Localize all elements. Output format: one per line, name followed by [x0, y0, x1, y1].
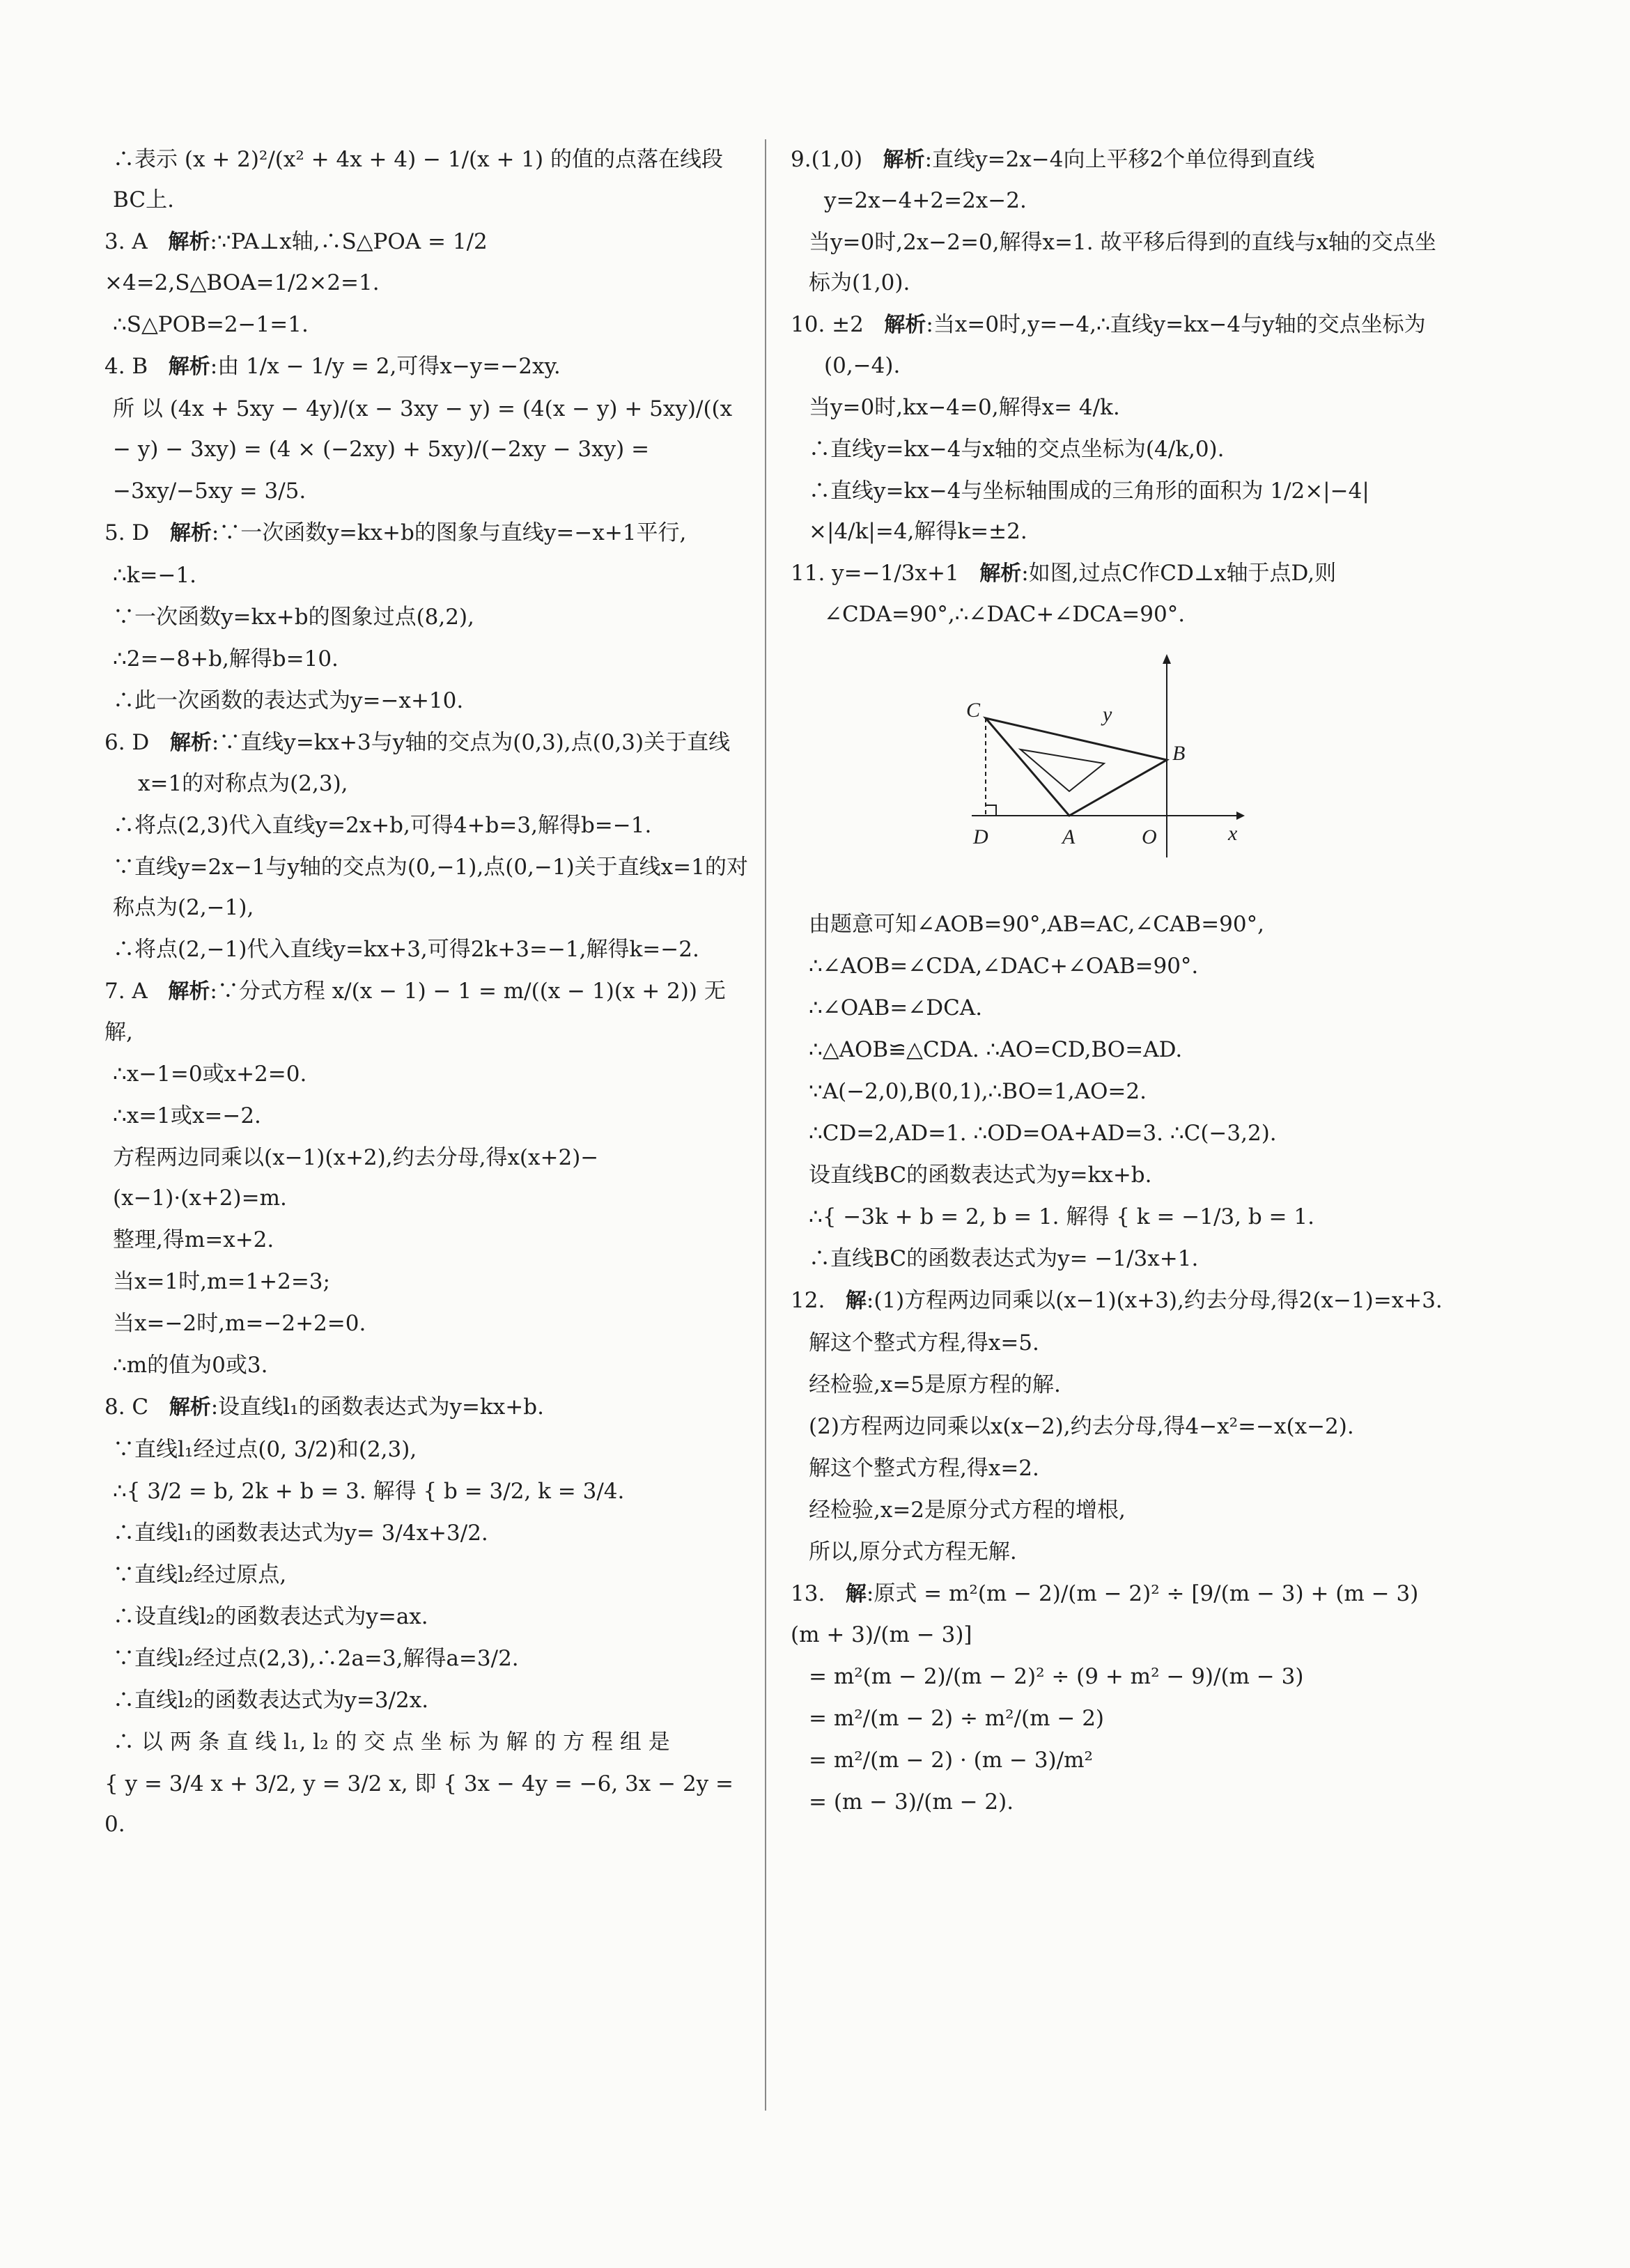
right-block-top	[791, 139, 1445, 635]
text-line	[791, 429, 1445, 469]
line-text: 设直线BC的函数表达式为y=kx+b.	[809, 1163, 1152, 1188]
answer-item	[791, 1574, 1445, 1655]
line-text: :∵一次函数y=kx+b的图象与直线y=−x+1平行,	[211, 520, 687, 545]
right-column	[791, 139, 1445, 1824]
text-line	[791, 1656, 1445, 1697]
line-text: :∵分式方程 x/(x − 1) − 1 = m/((x − 1)(x + 2)) 无解,	[104, 979, 726, 1045]
line-text: 经检验,x=2是原分式方程的增根,	[809, 1498, 1126, 1523]
line-text: ∵直线y=2x−1与y轴的交点为(0,−1),点(0,−1)关于直线x=1的对称点为(2,−1),	[113, 855, 748, 920]
line-text: ∴∠OAB=∠DCA.	[809, 995, 983, 1020]
analysis-label: 解析	[883, 148, 925, 172]
line-text: = m²/(m − 2) ÷ m²/(m − 2)	[809, 1706, 1105, 1731]
label-b: B	[1172, 742, 1186, 765]
analysis-label: 解析	[979, 561, 1022, 586]
line-text: 解这个整式方程,得x=2.	[809, 1456, 1039, 1481]
line-text: 整理,得m=x+2.	[113, 1227, 274, 1252]
text-line	[104, 1054, 752, 1094]
line-text: :∵PA⊥x轴,∴S△POA = 1/2 ×4=2,S△BOA=1/2×2=1.	[104, 229, 495, 295]
text-line	[104, 1680, 752, 1721]
label-c: C	[966, 699, 981, 722]
text-line	[104, 847, 752, 928]
line-text: −3xy/−5xy = 3/5.	[113, 479, 306, 504]
line-text: ∴{ −3k + b = 2, b = 1. 解得 { k = −1/3, b = 1.	[809, 1204, 1314, 1229]
line-text: 解这个整式方程,得x=5.	[809, 1330, 1039, 1356]
answer-item	[104, 971, 752, 1053]
line-text: ∴表示 (x + 2)²/(x² + 4x + 4) − 1/(x + 1) 的值的点落在线段BC上.	[113, 147, 723, 212]
line-text: 方程两边同乘以(x−1)(x+2),约去分母,得x(x+2)−(x−1)·(x+2)=m.	[113, 1145, 599, 1211]
line-text: ∴2=−8+b,解得b=10.	[113, 646, 339, 671]
line-text: 当y=0时,kx−4=0,解得x= 4/k.	[809, 395, 1120, 420]
line-text: :∵直线y=kx+3与y轴的交点为(0,3),点(0,3)关于直线x=1的对称点为(2,3),	[138, 730, 731, 796]
question-number: 13.	[791, 1581, 825, 1606]
line-text: 当x=−2时,m=−2+2=0.	[113, 1311, 366, 1336]
text-line	[104, 929, 752, 970]
text-line	[791, 1448, 1445, 1489]
text-line	[791, 1323, 1445, 1363]
text-line	[791, 1406, 1445, 1447]
answer-item	[104, 346, 752, 387]
answer-item	[791, 139, 1445, 221]
text-line	[104, 139, 752, 220]
line-text: 当y=0时,2x−2=0,解得x=1. 故平移后得到的直线与x轴的交点坐标为(1,0).	[809, 230, 1436, 295]
text-line	[104, 681, 752, 721]
question-number: 11. y=−1/3x+1	[791, 561, 959, 586]
text-line	[791, 1782, 1445, 1822]
analysis-label: 解析	[884, 313, 926, 337]
text-line	[104, 1261, 752, 1302]
answer-item	[104, 222, 752, 303]
text-line	[104, 1096, 752, 1136]
right-block-bottom	[791, 904, 1445, 1822]
line-text: ∴ 以 两 条 直 线 l₁, l₂ 的 交 点 坐 标 为 解 的 方 程 组 是	[113, 1730, 670, 1755]
text-line	[104, 597, 752, 637]
text-line	[104, 1137, 752, 1218]
text-line	[104, 555, 752, 596]
text-line	[104, 1429, 752, 1470]
line-text: :原式 = m²(m − 2)/(m − 2)² ÷ [9/(m − 3) + (m − 3)(m + 3)/(m − 3)]	[791, 1581, 1419, 1647]
label-o: O	[1142, 825, 1157, 848]
text-line	[791, 1532, 1445, 1572]
text-line	[791, 1113, 1445, 1154]
text-line	[104, 471, 752, 511]
line-text: = (m − 3)/(m − 2).	[809, 1789, 1014, 1815]
line-text: ∴此一次函数的表达式为y=−x+10.	[113, 688, 464, 713]
text-line	[791, 222, 1445, 303]
line-text: = m²/(m − 2) · (m − 3)/m²	[809, 1748, 1093, 1773]
line-text: ∴直线l₂的函数表达式为y=3/2x.	[113, 1688, 429, 1713]
text-line	[104, 1303, 752, 1344]
line-text: ∴设直线l₂的函数表达式为y=ax.	[113, 1604, 428, 1629]
line-text: ∴k=−1.	[113, 563, 197, 588]
question-number: 10. ±2	[791, 312, 864, 337]
text-line	[791, 1740, 1445, 1780]
question-number: 12.	[791, 1288, 825, 1313]
text-line	[791, 1030, 1445, 1070]
line-text: ∴直线BC的函数表达式为y= −1/3x+1.	[809, 1246, 1199, 1271]
line-text: ∴∠AOB=∠CDA,∠DAC+∠OAB=90°.	[809, 954, 1199, 979]
line-text: ∵直线l₁经过点(0, 3/2)和(2,3),	[113, 1437, 417, 1462]
line-text: ∴将点(2,3)代入直线y=2x+b,可得4+b=3,解得b=−1.	[113, 813, 652, 838]
triangle-inner	[1020, 749, 1104, 791]
line-text: 所以,原分式方程无解.	[809, 1539, 1017, 1564]
line-text: 当x=1时,m=1+2=3;	[113, 1269, 330, 1294]
analysis-label: 解析	[169, 731, 212, 755]
label-y: y	[1103, 703, 1112, 726]
analysis-label: 解析	[169, 521, 212, 545]
line-text: ∴S△POB=2−1=1.	[113, 312, 309, 337]
text-line	[791, 1197, 1445, 1237]
text-line	[104, 1345, 752, 1385]
line-text: ∴△AOB≌△CDA. ∴AO=CD,BO=AD.	[809, 1037, 1183, 1062]
text-line	[104, 1597, 752, 1637]
question-number: 8. C	[104, 1395, 149, 1420]
question-number: 7. A	[104, 979, 148, 1004]
line-text: 由题意可知∠AOB=90°,AB=AC,∠CAB=90°,	[809, 912, 1264, 937]
line-text: 所 以 (4x + 5xy − 4y)/(x − 3xy − y) = (4(x − y) + 5xy)/((x − y) − 3xy) = (4 × (−2xy) + 5xy)/(−2xy − 3xy) =	[113, 396, 739, 462]
analysis-label: 解析	[168, 355, 210, 379]
text-line	[791, 1490, 1445, 1530]
line-text: { y = 3/4 x + 3/2, y = 3/2 x, 即 { 3x − 4y = −6, 3x − 2y = 0.	[104, 1771, 740, 1837]
line-text: ∵一次函数y=kx+b的图象过点(8,2),	[113, 605, 474, 630]
x-axis-arrow	[1236, 811, 1245, 820]
question-number: 3. A	[104, 229, 148, 254]
text-line	[791, 1071, 1445, 1112]
coordinate-triangle-diagram	[958, 648, 1250, 878]
line-text: 经检验,x=5是原方程的解.	[809, 1372, 1061, 1397]
text-line	[104, 1638, 752, 1679]
right-angle-mark	[986, 805, 996, 816]
line-text: ∴将点(2,−1)代入直线y=kx+3,可得2k+3=−1,解得k=−2.	[113, 937, 699, 962]
text-line	[104, 639, 752, 679]
analysis-label: 解析	[168, 979, 210, 1004]
left-column	[104, 139, 752, 1846]
line-text: :直线y=2x−4向上平移2个单位得到直线y=2x−4+2=2x−2.	[824, 147, 1315, 213]
column-divider	[765, 139, 766, 2111]
line-text: :设直线l₁的函数表达式为y=kx+b.	[210, 1395, 544, 1420]
text-line	[104, 304, 752, 345]
line-text: :由 1/x − 1/y = 2,可得x−y=−2xy.	[210, 354, 561, 379]
line-text: ∵直线l₂经过点(2,3),∴2a=3,解得a=3/2.	[113, 1646, 519, 1671]
analysis-label: 解析	[168, 230, 210, 254]
answer-item	[791, 1280, 1445, 1321]
question-number: 9.(1,0)	[791, 147, 863, 172]
question-number: 5. D	[104, 520, 150, 545]
line-text: ∴{ 3/2 = b, 2k + b = 3. 解得 { b = 3/2, k = 3/4.	[113, 1479, 625, 1504]
text-line	[104, 805, 752, 846]
triangle-abc	[986, 718, 1167, 816]
text-line	[791, 988, 1445, 1028]
text-line	[791, 904, 1445, 945]
line-text: ∴直线y=kx−4与x轴的交点坐标为(4/k,0).	[809, 437, 1225, 462]
line-text: ∵A(−2,0),B(0,1),∴BO=1,AO=2.	[809, 1079, 1147, 1104]
answer-item	[791, 304, 1445, 386]
line-text: ∴直线l₁的函数表达式为y= 3/4x+3/2.	[113, 1521, 488, 1546]
text-line	[791, 1365, 1445, 1405]
answer-item	[791, 553, 1445, 635]
text-line	[104, 1513, 752, 1553]
text-line	[104, 1555, 752, 1595]
line-text: :当x=0时,y=−4,∴直线y=kx−4与y轴的交点坐标为(0,−4).	[824, 312, 1426, 378]
line-text: ∴m的值为0或3.	[113, 1353, 268, 1378]
line-text: :如图,过点C作CD⊥x轴于点D,则∠CDA=90°,∴∠DAC+∠DCA=90°.	[824, 561, 1337, 627]
line-text: :(1)方程两边同乘以(x−1)(x+3),约去分母,得2(x−1)=x+3.	[866, 1288, 1443, 1313]
text-line	[104, 1471, 752, 1512]
question-number: 6. D	[104, 730, 150, 755]
text-line	[791, 946, 1445, 986]
line-text: ∴直线y=kx−4与坐标轴围成的三角形的面积为 1/2×|−4|×|4/k|=4,解得k=±2.	[809, 479, 1369, 544]
line-text: ∴x−1=0或x+2=0.	[113, 1062, 307, 1087]
answer-item	[104, 513, 752, 554]
text-line	[791, 1698, 1445, 1739]
label-d: D	[973, 825, 988, 848]
text-line	[104, 1220, 752, 1260]
label-a: A	[1062, 825, 1076, 848]
text-line	[791, 471, 1445, 552]
answer-item	[104, 1387, 752, 1428]
text-line	[104, 1722, 752, 1762]
analysis-label: 解	[845, 1582, 867, 1606]
answer-item	[104, 722, 752, 804]
line-text: ∴x=1或x=−2.	[113, 1103, 261, 1128]
label-x: x	[1228, 822, 1238, 845]
text-line	[791, 387, 1445, 428]
line-text: (2)方程两边同乘以x(x−2),约去分母,得4−x²=−x(x−2).	[809, 1414, 1354, 1439]
text-line	[791, 1238, 1445, 1279]
analysis-label: 解析	[169, 1395, 211, 1420]
question-number: 4. B	[104, 354, 148, 379]
text-line	[104, 389, 752, 469]
line-text: ∵直线l₂经过原点,	[113, 1562, 287, 1587]
text-line	[104, 1764, 752, 1844]
line-text: ∴CD=2,AD=1. ∴OD=OA+AD=3. ∴C(−3,2).	[809, 1121, 1277, 1146]
text-line	[791, 1155, 1445, 1195]
line-text: = m²(m − 2)/(m − 2)² ÷ (9 + m² − 9)/(m − 3)	[809, 1664, 1304, 1689]
y-axis-arrow	[1163, 654, 1171, 664]
analysis-label: 解	[845, 1289, 867, 1313]
